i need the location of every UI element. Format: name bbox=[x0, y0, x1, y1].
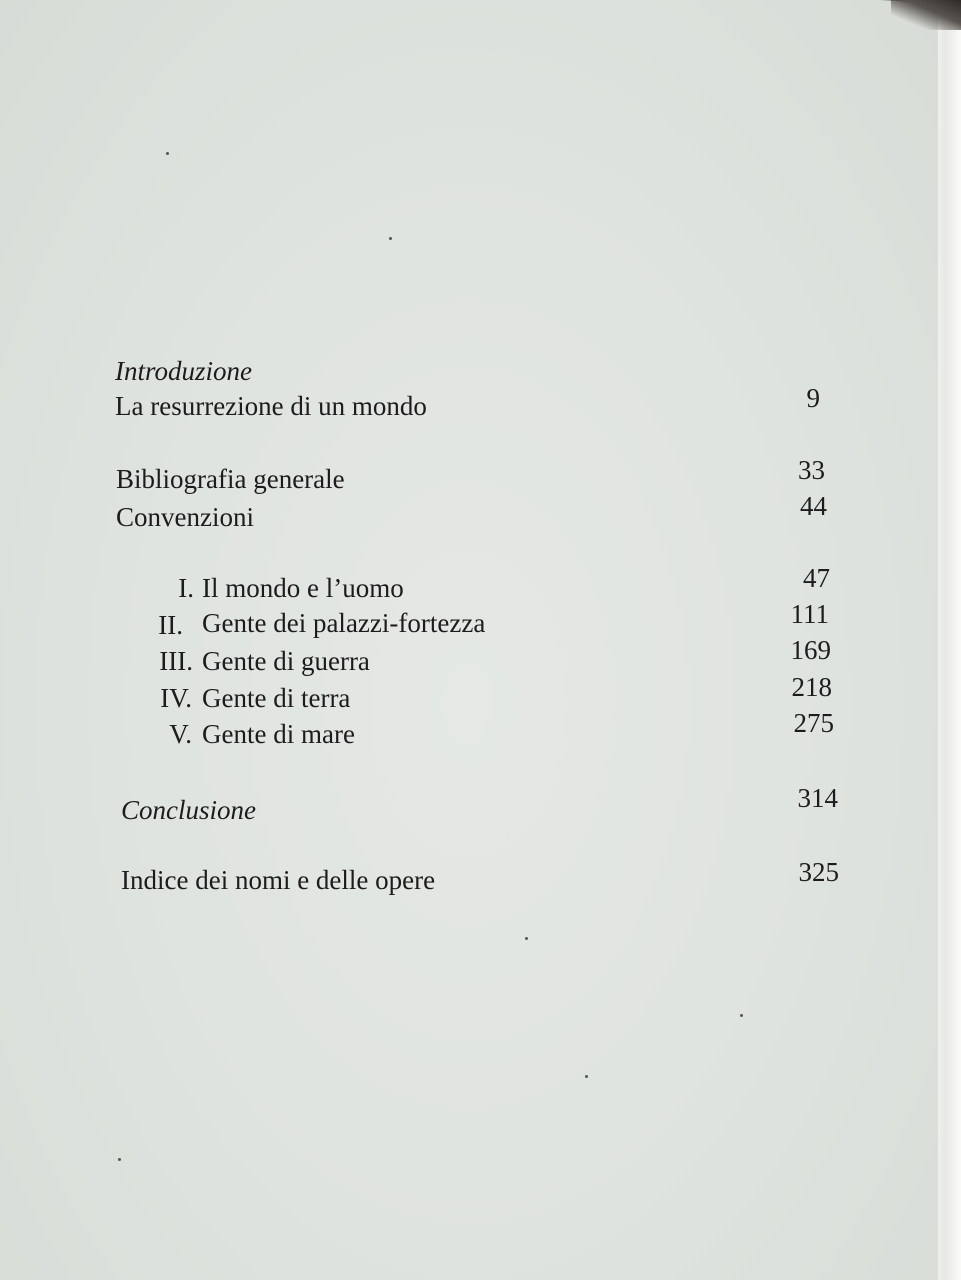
chapter-page: 169 bbox=[790, 635, 831, 665]
conclusion-title: Conclusione bbox=[121, 795, 256, 825]
chapter-numeral: II. bbox=[158, 610, 183, 640]
introduction-page: 9 bbox=[806, 383, 820, 413]
chapter-title: Gente di terra bbox=[202, 683, 351, 713]
chapter-title: Gente dei palazzi-fortezza bbox=[202, 608, 486, 638]
paper-speck bbox=[389, 237, 392, 240]
conclusion-page: 314 bbox=[797, 783, 838, 813]
chapter-title: Gente di mare bbox=[202, 719, 355, 749]
index-page: 325 bbox=[798, 857, 839, 887]
index-title: Indice dei nomi e delle opere bbox=[121, 865, 436, 895]
chapter-numeral: III. bbox=[159, 646, 193, 676]
paper-speck bbox=[118, 1158, 121, 1161]
bibliography-title: Bibliografia generale bbox=[116, 464, 345, 494]
chapter-title: Gente di guerra bbox=[202, 646, 370, 676]
chapter-page: 47 bbox=[803, 563, 830, 593]
chapter-page: 218 bbox=[791, 672, 832, 702]
introduction-title: La resurrezione di un mondo bbox=[115, 391, 427, 421]
paper-speck bbox=[525, 937, 528, 940]
paper-speck bbox=[740, 1014, 743, 1017]
chapter-numeral: IV. bbox=[160, 683, 192, 713]
paper-speck bbox=[585, 1075, 588, 1078]
chapter-page: 275 bbox=[793, 708, 834, 738]
conventions-page: 44 bbox=[800, 491, 827, 521]
chapter-numeral: I. bbox=[178, 573, 194, 603]
chapter-numeral: V. bbox=[169, 719, 192, 749]
bibliography-page: 33 bbox=[798, 455, 825, 485]
chapter-title: Il mondo e l’uomo bbox=[202, 573, 404, 603]
corner-shadow bbox=[891, 0, 961, 30]
conventions-title: Convenzioni bbox=[116, 502, 254, 532]
paper-speck bbox=[166, 152, 169, 155]
introduction-heading: Introduzione bbox=[115, 356, 252, 386]
chapter-page: 111 bbox=[790, 599, 829, 629]
